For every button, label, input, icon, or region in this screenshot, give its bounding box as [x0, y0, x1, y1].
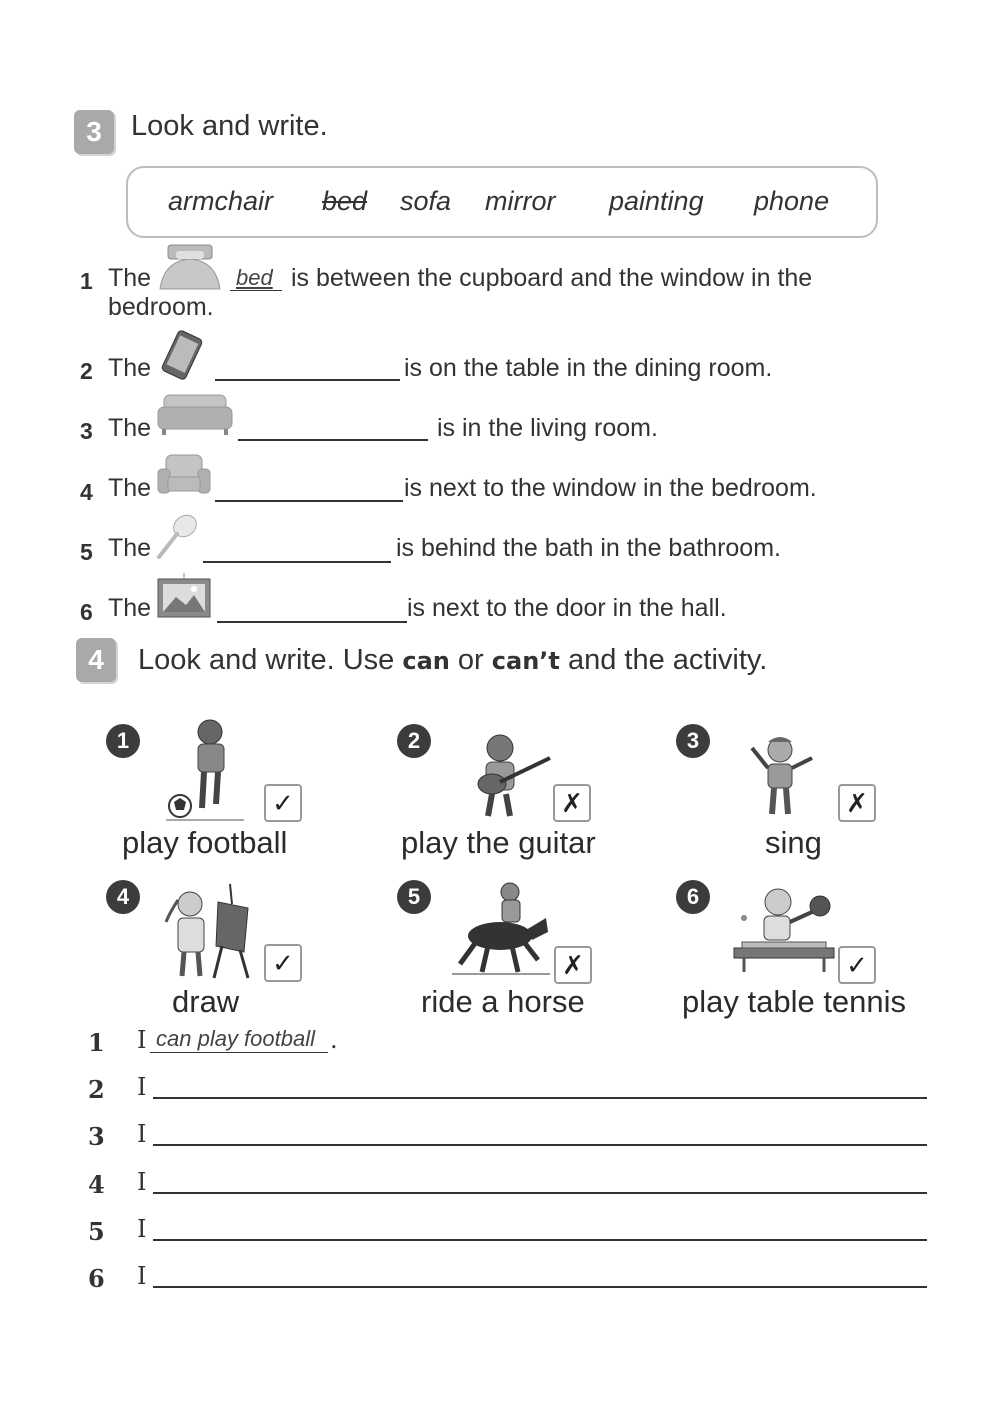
title-can: can	[402, 647, 450, 675]
activity-number: 6	[676, 880, 710, 914]
item-the: The	[108, 594, 152, 622]
item-text: is next to the window in the bedroom.	[404, 474, 817, 502]
writing-line[interactable]	[153, 1097, 927, 1099]
answer-blank[interactable]	[215, 500, 403, 502]
item-text: is next to the door in the hall.	[407, 594, 727, 622]
bed-icon	[158, 243, 222, 293]
section-4-badge: 4	[76, 638, 116, 682]
mirror-icon	[155, 512, 201, 560]
writing-line[interactable]	[153, 1192, 927, 1194]
answer-line	[230, 290, 282, 291]
line-pronoun: I	[137, 1073, 147, 1101]
line-pronoun: I	[137, 1262, 147, 1290]
line-pronoun: I	[137, 1120, 147, 1148]
section-3-badge: 3	[74, 110, 114, 154]
football-player-icon	[166, 716, 246, 822]
item-number: 3	[80, 418, 93, 444]
activity-label: play the guitar	[401, 825, 596, 860]
item-the: The	[108, 474, 152, 502]
activity-label: play football	[122, 825, 288, 860]
item-number: 5	[80, 539, 93, 565]
activity-label: draw	[172, 984, 240, 1019]
item-the: The	[108, 354, 152, 382]
singer-icon	[744, 734, 820, 818]
guitar-player-icon	[466, 732, 556, 820]
answer-blank[interactable]	[238, 439, 428, 441]
activity-number: 2	[397, 724, 431, 758]
item-the: The	[108, 264, 152, 292]
section-3-title: Look and write.	[131, 110, 328, 142]
activity-label: play table tennis	[682, 984, 907, 1019]
cross-mark: ✗	[554, 946, 592, 984]
word-painting: painting	[609, 186, 704, 216]
item-number: 4	[80, 479, 93, 505]
word-mirror: mirror	[485, 186, 556, 216]
item-number: 6	[80, 599, 93, 625]
cross-mark: ✗	[838, 784, 876, 822]
activity-number: 3	[676, 724, 710, 758]
answer-1: bed	[236, 265, 273, 290]
answer-blank[interactable]	[203, 561, 391, 563]
item-text-cont: bedroom.	[108, 293, 214, 321]
line-pronoun: I	[137, 1215, 147, 1243]
title-part: Look and write. Use	[138, 644, 403, 676]
answer-blank[interactable]	[215, 379, 400, 381]
line-number: 4	[88, 1170, 105, 1199]
item-the: The	[108, 414, 152, 442]
writing-line[interactable]	[153, 1144, 927, 1146]
item-number: 1	[80, 268, 93, 294]
answer-blank[interactable]	[217, 621, 407, 623]
title-cant: can’t	[491, 647, 560, 675]
line-end: .	[330, 1026, 338, 1054]
tick-mark: ✓	[264, 944, 302, 982]
phone-icon	[155, 330, 209, 380]
line-pronoun: I	[137, 1168, 147, 1196]
title-part: or	[449, 644, 492, 676]
painting-icon	[156, 573, 212, 619]
cross-mark: ✗	[553, 784, 591, 822]
tick-mark: ✓	[264, 784, 302, 822]
line-number: 2	[88, 1075, 105, 1104]
line-pronoun: I	[137, 1026, 147, 1054]
line-number: 6	[88, 1264, 105, 1293]
line-number: 3	[88, 1122, 105, 1151]
word-sofa: sofa	[400, 186, 452, 216]
writing-line[interactable]	[153, 1239, 927, 1241]
item-text: is between the cupboard and the window in the	[291, 264, 813, 292]
word-armchair: armchair	[168, 186, 274, 216]
word-phone: phone	[754, 186, 830, 216]
painter-icon	[160, 882, 256, 980]
item-text: is in the living room.	[437, 414, 658, 442]
line-number: 1	[88, 1028, 105, 1057]
line-number: 5	[88, 1217, 105, 1246]
answer-underline	[150, 1052, 328, 1053]
activity-label: ride a horse	[421, 984, 585, 1019]
table-tennis-icon	[732, 882, 836, 974]
sofa-icon	[156, 393, 234, 437]
writing-line[interactable]	[153, 1286, 927, 1288]
item-text: is behind the bath in the bathroom.	[396, 534, 781, 562]
item-number: 2	[80, 358, 93, 384]
activity-number: 5	[397, 880, 431, 914]
activity-number: 1	[106, 724, 140, 758]
item-text: is on the table in the dining room.	[404, 354, 773, 382]
tick-mark: ✓	[838, 946, 876, 984]
item-the: The	[108, 534, 152, 562]
armchair-icon	[156, 453, 212, 499]
activity-label: sing	[765, 825, 822, 860]
section-4-title	[138, 644, 767, 677]
answer-line-1: can play football	[156, 1026, 315, 1051]
horse-rider-icon	[452, 880, 552, 976]
activity-number: 4	[106, 880, 140, 914]
word-bed: bed	[322, 186, 368, 216]
title-part: and the activity.	[559, 644, 768, 676]
